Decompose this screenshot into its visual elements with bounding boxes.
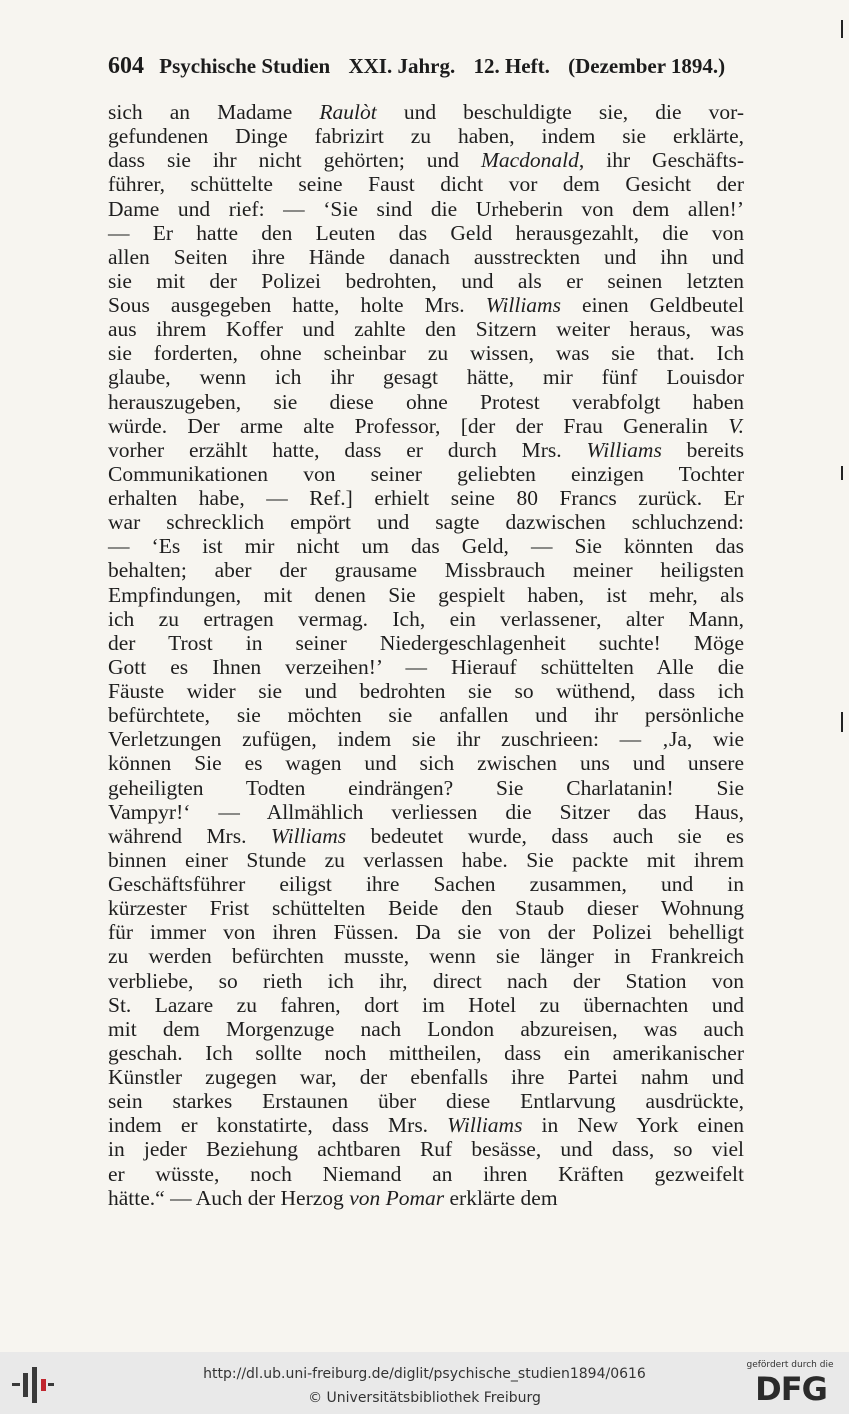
text-line (108, 1089, 744, 1113)
text-run: sie forderten, ohne scheinbar zu wissen, was sie that. Ich (108, 341, 744, 366)
running-head (108, 53, 748, 80)
text-run: und beschuldigte sie, die vor- (376, 100, 744, 124)
text-line (108, 172, 744, 196)
text-line (108, 534, 744, 558)
text-line (108, 414, 744, 438)
viewer-footer (0, 1352, 849, 1414)
text-run: sein starkes Erstaunen über diese Entlarvung ausdrückte, (108, 1089, 744, 1114)
text-run: Sous ausgegeben hatte, holte Mrs. (108, 293, 486, 317)
text-run: herauszugeben, sie diese ohne Protest verabfolgt haben (108, 389, 744, 414)
text-run: mit dem Morgenzuge nach London abzureisen, was auch (108, 1016, 744, 1041)
text-line (108, 655, 744, 679)
text-run: sie mit der Polizei bedrohten, und als er seinen letzten (108, 268, 744, 293)
text-line (108, 293, 744, 317)
text-run: würde. Der arme alte Professor, [der der Frau Generalin (108, 413, 729, 438)
text-line (108, 100, 744, 124)
text-line (108, 703, 744, 727)
text-run: geheiligten Todten eindrängen? Sie Charlatanin! Sie (108, 775, 744, 800)
text-run: Verletzungen zufügen, indem sie ihr zuschrieen: — ‚Ja, wie (108, 727, 744, 752)
text-line (108, 1065, 744, 1089)
text-run: vorher erzählt hatte, dass er durch Mrs. (108, 437, 587, 462)
text-line (108, 1162, 744, 1186)
text-run: , ihr Geschäfts- (578, 148, 744, 173)
text-run: während Mrs. (108, 823, 271, 848)
journal-title: Psychische Studien (159, 54, 331, 78)
text-run: war schrecklich empört und sagte dazwischen schluchzend: (108, 510, 744, 535)
text-line (108, 679, 744, 703)
text-line (108, 197, 744, 221)
text-line (108, 438, 744, 462)
italic-name: Williams (270, 823, 347, 848)
text-run: glaube, wenn ich ihr gesagt hätte, mir fünf Louisdor (108, 365, 744, 390)
text-line (108, 124, 744, 148)
text-line (108, 341, 744, 365)
text-run: bereits (661, 437, 744, 462)
italic-name: Raulòt (319, 100, 377, 124)
text-run: Künstler zugegen war, der ebenfalls ihre Partei nahm und (108, 1065, 744, 1089)
text-run: behalten; aber der grausame Missbrauch meiner heiligsten (108, 558, 744, 583)
italic-name: Williams (485, 293, 561, 317)
volume-label: XXI. Jahrg. (348, 54, 456, 78)
text-line (108, 269, 744, 293)
italic-name: Macdonald (480, 148, 579, 173)
text-run: erhalten habe, — Ref.] erhielt seine 80 Francs zurück. Er (108, 486, 744, 510)
text-run: gefundenen Dinge fabrizirt zu haben, indem sie erklärte, (108, 124, 744, 149)
text-line (108, 1041, 744, 1065)
text-run: einen Geldbeutel (560, 293, 744, 317)
text-line (108, 148, 744, 172)
text-run: aus ihrem Koffer und zahlte den Sitzern weiter heraus, was (108, 317, 744, 342)
text-run: für immer von ihren Füssen. Da sie von der Polizei behelligt (108, 920, 744, 945)
text-line (108, 993, 744, 1017)
text-run: Empfindungen, mit denen Sie gespielt haben, ist mehr, als (108, 582, 744, 607)
text-run: Geschäftsführer eiligst ihre Sachen zusammen, und in (108, 872, 744, 896)
scan-edge-mark (841, 466, 843, 480)
scan-edge-mark (841, 20, 843, 38)
text-line (108, 1137, 744, 1161)
page-number: 604 (108, 53, 144, 79)
text-line (108, 245, 744, 269)
text-line (108, 317, 744, 341)
issue-date: (Dezember 1894.) (568, 54, 726, 78)
text-line (108, 969, 744, 993)
text-run: Fäuste wider sie und bedrohten sie so wüthend, dass ich (108, 679, 744, 703)
text-line (108, 1017, 744, 1041)
text-run: geschah. Ich sollte noch mittheilen, dass ein amerikanischer (108, 1040, 744, 1065)
text-line (108, 944, 744, 968)
issue-label: 12. Heft. (473, 54, 550, 78)
text-line (108, 558, 744, 582)
text-line (108, 800, 744, 824)
text-run: verbliebe, so rieth ich ihr, direct nach der Station von (108, 968, 744, 993)
text-run: befürchtete, sie möchten sie anfallen und ihr persönliche (108, 703, 744, 728)
text-run: — Er hatte den Leuten das Geld herausgezahlt, die von (108, 220, 744, 245)
text-run: allen Seiten ihre Hände danach ausstreckten und ihn und (108, 244, 744, 269)
text-line (108, 920, 744, 944)
funding-note: gefördert durch die (746, 1360, 834, 1370)
text-run: der Trost in seiner Niedergeschlagenheit suchte! Möge (108, 630, 744, 655)
text-run: sich an Madame (108, 100, 320, 124)
text-line (108, 1113, 744, 1137)
text-run: — ‘Es ist mir nicht um das Geld, — Sie könnten das (108, 534, 744, 559)
text-run: Dame und rief: — ‘Sie sind die Urheberin von dem allen!’ (108, 196, 744, 221)
text-run: zu werden befürchten musste, wenn sie länger in Frankreich (108, 944, 744, 969)
text-run: St. Lazare zu fahren, dort im Hotel zu übernachten und (108, 992, 744, 1017)
text-run: erklärte dem (444, 1185, 558, 1210)
text-line (108, 727, 744, 751)
text-run: ich zu ertragen vermag. Ich, ein verlassener, alter Mann, (108, 606, 744, 631)
text-run: kürzester Frist schüttelten Beide den Staub dieser Wohnung (108, 896, 744, 921)
scan-edge-mark (841, 712, 843, 732)
text-line (108, 631, 744, 655)
text-run: führer, schüttelte seine Faust dicht vor dem Gesicht der (108, 172, 744, 197)
text-run: Vampyr!‘ — Allmählich verliessen die Sitzer das Haus, (108, 799, 744, 824)
text-line (108, 872, 744, 896)
text-run: er wüsste, noch Niemand an ihren Kräften gezweifelt (108, 1161, 744, 1186)
text-line (108, 751, 744, 775)
text-line (108, 896, 744, 920)
copyright-notice: © Universitätsbibliothek Freiburg (308, 1390, 541, 1406)
text-run: in jeder Beziehung achtbaren Ruf besässe, und dass, so viel (108, 1137, 744, 1162)
text-line (108, 824, 744, 848)
text-line (108, 848, 744, 872)
text-run: Gott es Ihnen verzeihen!’ — Hierauf schüttelten Alle die (108, 654, 744, 679)
italic-name: V. (728, 413, 744, 438)
text-line (108, 510, 744, 534)
italic-name: Williams (586, 437, 662, 462)
text-line (108, 607, 744, 631)
text-line (108, 221, 744, 245)
text-run: in New York einen (522, 1113, 744, 1138)
text-line (108, 365, 744, 389)
text-run: Communikationen von seiner geliebten einzigen Tochter (108, 461, 744, 486)
text-line (108, 776, 744, 800)
text-run: dass sie ihr nicht gehörten; und (108, 148, 481, 173)
text-run: binnen einer Stunde zu verlassen habe. Sie packte mit ihrem (108, 847, 744, 872)
text-run: indem er konstatirte, dass Mrs. (108, 1113, 448, 1138)
text-run: können Sie es wagen und sich zwischen uns und unsere (108, 751, 744, 776)
text-line (108, 390, 744, 414)
text-line (108, 583, 744, 607)
dfg-logo: DFG (755, 1370, 827, 1408)
body-text (108, 100, 744, 1210)
text-line (108, 1186, 744, 1210)
text-line (108, 486, 744, 510)
text-line (108, 462, 744, 486)
text-run: bedeutet wurde, dass auch sie es (346, 823, 744, 848)
italic-name: Williams (447, 1113, 523, 1138)
source-url[interactable]: http://dl.ub.uni-freiburg.de/diglit/psychische_studien1894/0616 (203, 1366, 646, 1382)
italic-name: von Pomar (349, 1185, 445, 1210)
text-run: hätte.“ — Auch der Herzog (108, 1185, 350, 1210)
